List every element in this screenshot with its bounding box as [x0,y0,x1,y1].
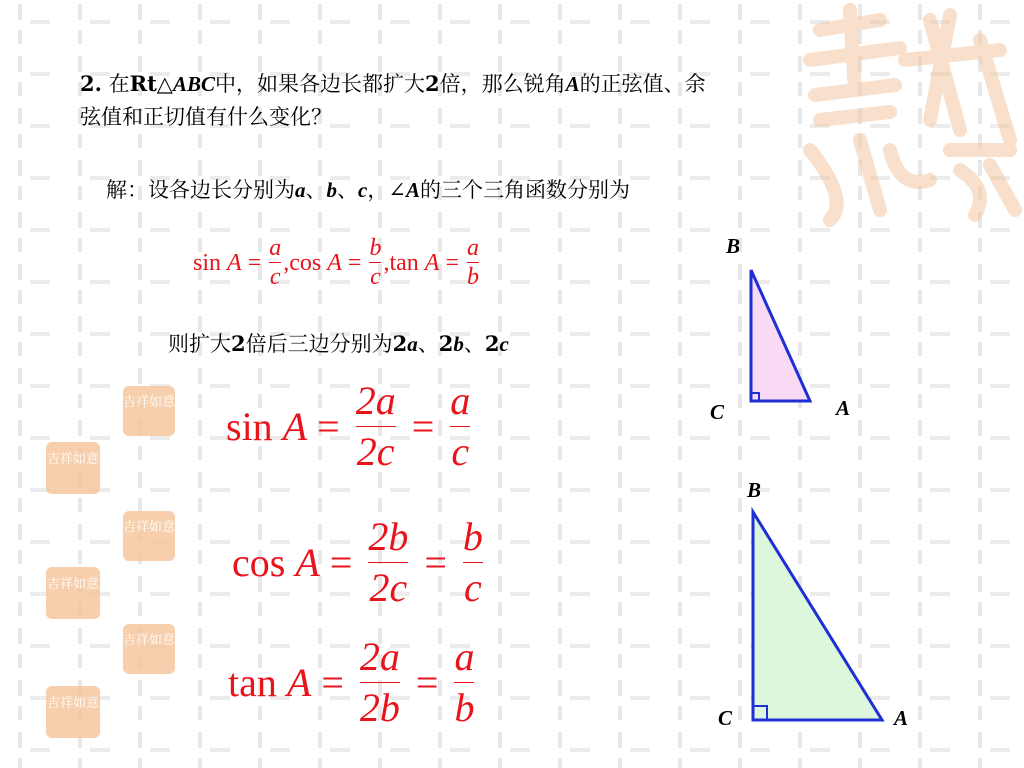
triangle-small-label-c: C [710,400,725,424]
fraction-tan-simplified: $\frac{a}{b}$ [454,634,475,730]
seal-decoration-3: 吉祥如意 [123,511,175,561]
formula-scaled-tan: tan A = $\frac{2a}{2b}$ = $\frac{a}{b}$ [228,632,480,733]
fraction-cos-scaled: $\frac{2b}{2c}$ [368,514,409,610]
triangle-large-label-b: B [747,478,762,502]
solution-intro: 解：设各边长分别为a、b、c，∠A的三个三角函数分别为 [106,178,630,202]
triangle-small-shape [751,270,810,401]
question-line-1: 2. 在Rt△ABC中，如果各边长都扩大2倍，那么锐角A的正弦值、余 [80,71,706,96]
triangle-small-label-b: B [726,234,741,258]
fraction-tan-scaled: $\frac{2a}{2b}$ [359,634,400,730]
triangle-large-shape [753,512,882,720]
fraction-cos-simplified: $\frac{b}{c}$ [462,514,483,610]
fraction-sin-scaled: $\frac{2a}{2c}$ [355,378,396,474]
seal-decoration-6: 吉祥如意 [46,686,100,738]
triangle-large [742,505,892,725]
fraction-tan-original: $\frac{a}{b}$ [467,235,479,290]
formula-scaled-sin: sin A = $\frac{2a}{2c}$ = $\frac{a}{c}$ [226,376,476,477]
seal-decoration-5: 吉祥如意 [123,624,175,674]
triangle-small-label-a: A [836,396,851,420]
fraction-cos-original: $\frac{b}{c}$ [369,235,382,290]
formula-original: sin A = $\frac{a}{c}$ ,cos A = $\frac{b}{c}$ ,tan A = $\frac{a}{b}$ [193,235,479,290]
formula-scaled-cos: cos A = $\frac{2b}{2c}$ = $\frac{b}{c}$ [232,512,489,613]
fraction-sin-original: $\frac{a}{c}$ [269,235,282,290]
triangle-small [740,262,820,407]
seal-decoration-2: 吉祥如意 [46,442,100,494]
question-line-2: 弦值和正切值有什么变化？ [80,105,332,129]
triangle-large-label-a: A [894,706,909,730]
triangle-large-label-c: C [718,706,733,730]
expansion-sentence: 则扩大2倍后三边分别为2a、2b、2c [168,331,509,356]
seal-decoration-4: 吉祥如意 [46,567,100,619]
fraction-sin-simplified: $\frac{a}{c}$ [450,378,471,474]
seal-decoration-1: 吉祥如意 [123,386,175,436]
question-number: 2. [80,71,102,96]
